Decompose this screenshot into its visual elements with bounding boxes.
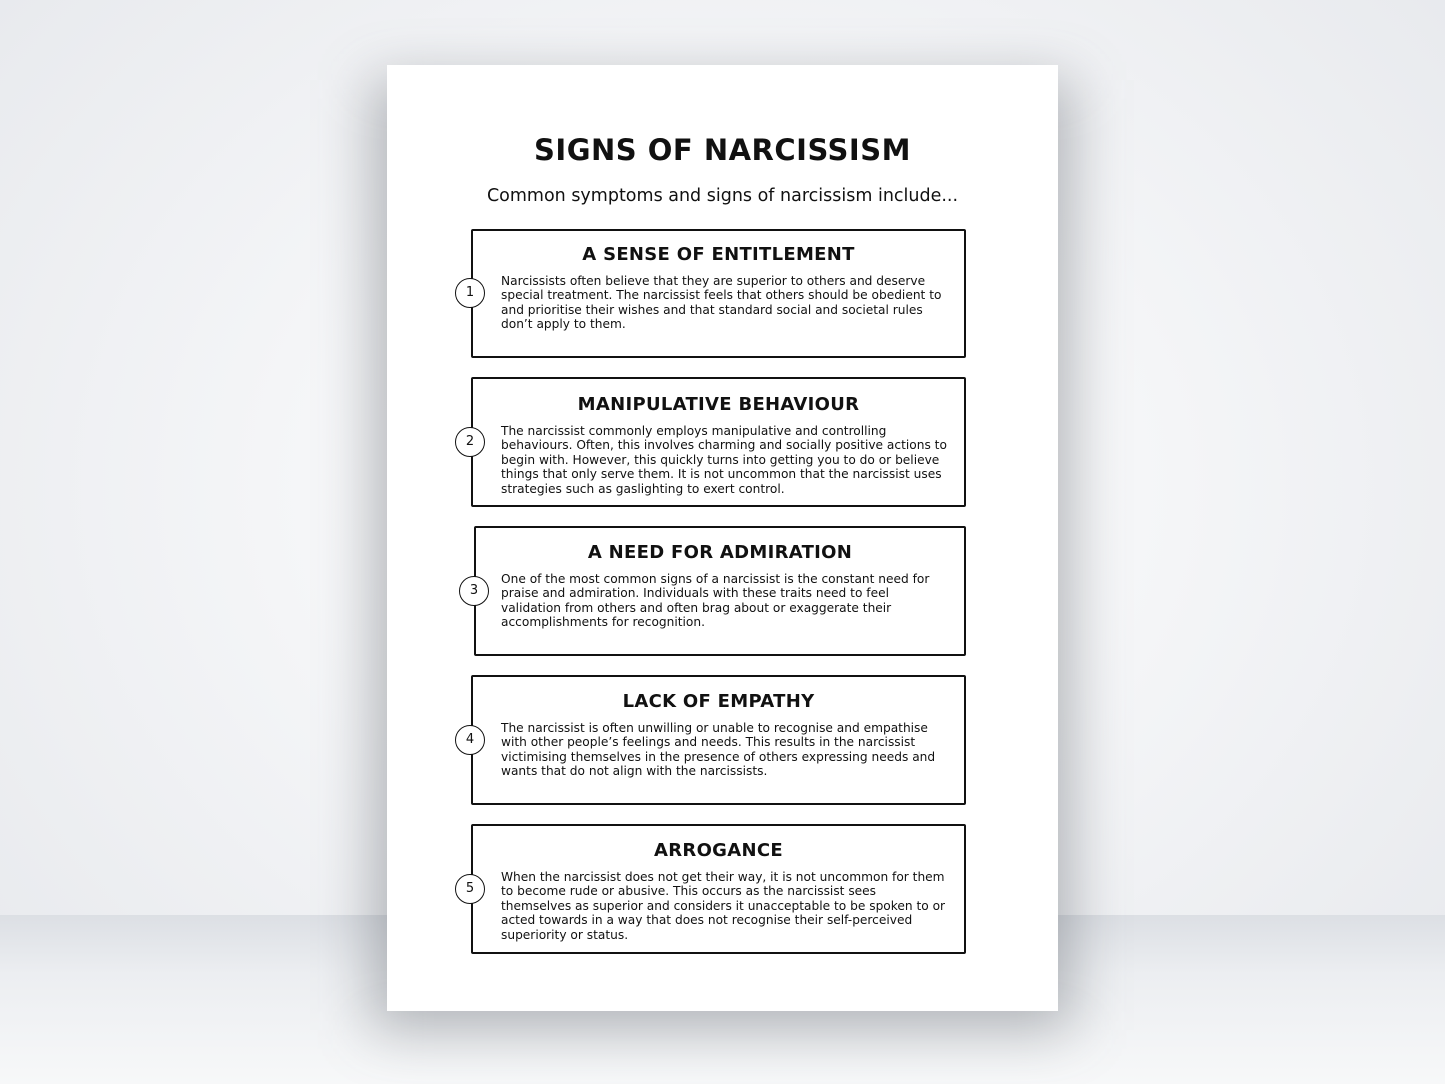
sign-card-3: [474, 526, 966, 656]
sign-heading: A NEED FOR ADMIRATION: [587, 542, 853, 563]
sign-number-badge: 3: [459, 576, 489, 606]
sign-card-5: [471, 824, 966, 954]
document-subtitle: Common symptoms and signs of narcissism include...: [486, 186, 959, 206]
document-title: SIGNS OF NARCISSISM: [534, 133, 911, 167]
sign-number-badge: 1: [455, 278, 485, 308]
sign-description: The narcissist commonly employs manipulative and controlling behaviours. Often, this involves charming and socially positive actions to begin with. However, this quickly turns into getting you to do or believe things that only serve them. It is not uncommon that the narcissist uses strategies such as gaslighting to exert control.: [501, 424, 947, 496]
sign-number-badge: 4: [455, 725, 485, 755]
sign-heading: ARROGANCE: [654, 840, 783, 861]
sign-heading: A SENSE OF ENTITLEMENT: [582, 244, 855, 265]
sign-description: Narcissists often believe that they are superior to others and deserve special treatment. The narcissist feels that others should be obedient to and prioritise their wishes and that standard social and societal rules don’t apply to them.: [501, 274, 942, 332]
sign-number-badge: 5: [455, 874, 485, 904]
sign-card-4: [471, 675, 966, 805]
sign-description: When the narcissist does not get their way, it is not uncommon for them to become rude or abusive. This occurs as the narcissist sees themselves as superior and considers it unacceptable to be spoken to or acted towards in a way that does not recognise their self-perceived superiority or status.: [501, 870, 946, 942]
sign-heading: LACK OF EMPATHY: [622, 691, 815, 712]
sign-description: One of the most common signs of a narcissist is the constant need for praise and admiration. Individuals with these traits need to feel validation from others and often brag about or exaggerate their accomplishments for recognition.: [501, 572, 930, 630]
sign-number-badge: 2: [455, 427, 485, 457]
sign-card-2: [471, 377, 966, 507]
document-sheet: [387, 65, 1058, 1011]
sign-card-1: [471, 229, 966, 358]
sign-description: The narcissist is often unwilling or unable to recognise and empathise with other people’s feelings and needs. This results in the narcissist victimising themselves in the presence of others expressing needs and wants that do not align with the narcissists.: [501, 721, 936, 779]
sign-heading: MANIPULATIVE BEHAVIOUR: [577, 394, 860, 415]
